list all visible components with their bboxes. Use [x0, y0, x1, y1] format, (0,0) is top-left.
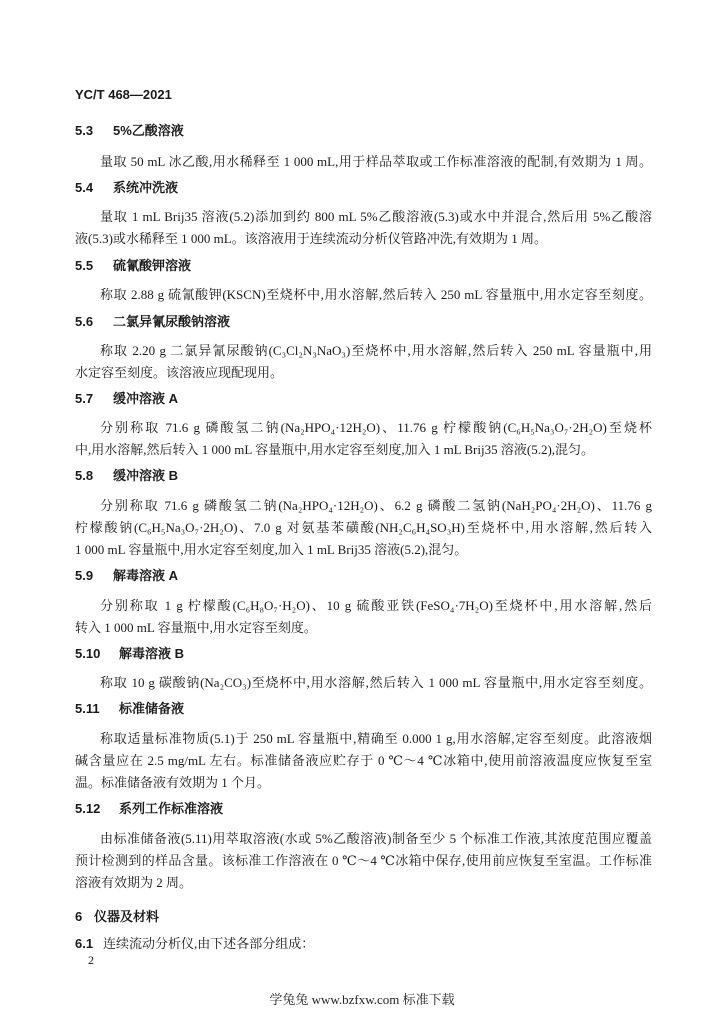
paragraph-line: 分别称取 1 g 柠檬酸(C₆H₈O₇·H₂O)、10 g 硫酸亚铁(FeSO₄·7H₂O)至烧杯中,用水溶解,然后: [100, 598, 652, 613]
section-title: 硫氰酸钾溶液: [113, 258, 192, 273]
paragraph-line: 1 000 mL 容量瓶中,用水定容至刻度,加入 1 mL Brij35 溶液(5.2),混匀。: [75, 542, 468, 557]
section-title: 解毒溶液 A: [113, 568, 179, 583]
section-number: 5.4: [75, 180, 94, 195]
paragraph-line: 预计检测到的样品含量。该标准工作溶液在 0 ℃～4 ℃冰箱中保存,使用前应恢复至室温。工作标准: [75, 853, 652, 868]
paragraph-line: 称取 2.88 g 硫氰酸钾(KSCN)至烧杯中,用水溶解,然后转入 250 mL 容量瓶中,用水定容至刻度。: [100, 287, 652, 302]
section-number: 5.5: [75, 258, 94, 273]
section-number: 5.7: [75, 391, 94, 406]
section-title: 系列工作标准溶液: [119, 801, 224, 816]
section-title: 缓冲溶液 B: [113, 468, 179, 483]
paragraph-line: 称取 2.20 g 二氯异氰尿酸钠(C₃Cl₂N₃NaO₃)至烧杯中,用水溶解,然后转入 250 mL 容量瓶中,用: [100, 343, 652, 358]
paragraph-line: 柠檬酸钠(C₆H₅Na₃O₇·2H₂O)、7.0 g 对氨基苯磺酸(NH₂C₆H₄SO₃H)至烧杯中,用水溶解,然后转入: [75, 520, 652, 535]
paragraph-line: 量取 1 mL Brij35 溶液(5.2)添加到约 800 mL 5%乙酸溶液(5.3)或水中并混合,然后用 5%乙酸溶: [100, 209, 652, 224]
section-title: 缓冲溶液 A: [113, 391, 179, 406]
paragraph-line: 由标准储备液(5.11)用萃取溶液(水或 5%乙酸溶液)制备至少 5 个标准工作液,其浓度范围应覆盖: [100, 831, 652, 846]
section-number: 5.9: [75, 568, 94, 583]
section-title: 解毒溶液 B: [119, 646, 185, 661]
section-number: 5.12: [75, 801, 101, 816]
section-number: 5.3: [75, 123, 94, 138]
paragraph-line: 液(5.3)或水稀释至 1 000 mL。该溶液用于连续流动分析仪管路冲洗,有效期为 1 周。: [75, 231, 547, 246]
clause-number: 6.1: [75, 936, 94, 951]
section-number: 5.6: [75, 314, 94, 329]
chapter-title: 仪器及材料: [94, 909, 160, 924]
watermark-footer: 学兔兔 www.bzfxw.com 标准下载: [269, 992, 455, 1007]
paragraph-line: 称取 10 g 碳酸钠(Na₂CO₃)至烧杯中,用水溶解,然后转入 1 000 mL 容量瓶中,用水定容至刻度。: [100, 675, 652, 690]
paragraph-line: 量取 50 mL 冰乙酸,用水稀释至 1 000 mL,用于样品萃取或工作标准溶液的配制,有效期为 1 周。: [100, 154, 652, 169]
section-title: 系统冲洗液: [113, 180, 179, 195]
paragraph-line: 溶液有效期为 2 周。: [75, 875, 193, 890]
paragraph-line: 中,用水溶解,然后转入 1 000 mL 容量瓶中,用水定容至刻度,加入 1 mL Brij35 溶液(5.2),混匀。: [75, 442, 595, 457]
paragraph-line: 转入 1 000 mL 容量瓶中,用水定容至刻度。: [75, 620, 317, 635]
paragraph-line: 碱含量应在 2.5 mg/mL 左右。标准储备液应贮存于 0 ℃～4 ℃冰箱中,使用前溶液温度应恢复至室: [75, 753, 652, 768]
clause-text: 连续流动分析仪,由下述各部分组成：: [103, 936, 315, 951]
section-number: 5.11: [75, 701, 100, 716]
section-title: 标准储备液: [119, 701, 185, 716]
paragraph-line: 分别称取 71.6 g 磷酸氢二钠(Na₂HPO₄·12H₂O)、11.76 g 柠檬酸钠(C₆H₅Na₃O₇·2H₂O)至烧杯: [100, 420, 652, 435]
section-title: 5%乙酸溶液: [113, 123, 184, 138]
chapter-number: 6: [75, 909, 83, 924]
section-title: 二氯异氰尿酸钠溶液: [113, 314, 231, 329]
paragraph-line: 温。标准储备液有效期为 1 个月。: [75, 775, 271, 790]
page-number: 2: [88, 953, 94, 967]
paragraph-line: 称取适量标准物质(5.1)于 250 mL 容量瓶中,精确至 0.000 1 g,用水溶解,定容至刻度。此溶液烟: [100, 731, 652, 746]
paragraph-line: 水定容至刻度。该溶液应现配现用。: [75, 365, 284, 380]
section-number: 5.10: [75, 646, 101, 661]
document-code-header: YC/T 468—2021: [75, 87, 172, 102]
paragraph-line: 分别称取 71.6 g 磷酸氢二钠(Na₂HPO₄·12H₂O)、6.2 g 磷酸二氢钠(NaH₂PO₄·2H₂O)、11.76 g: [100, 498, 652, 513]
section-number: 5.8: [75, 468, 94, 483]
